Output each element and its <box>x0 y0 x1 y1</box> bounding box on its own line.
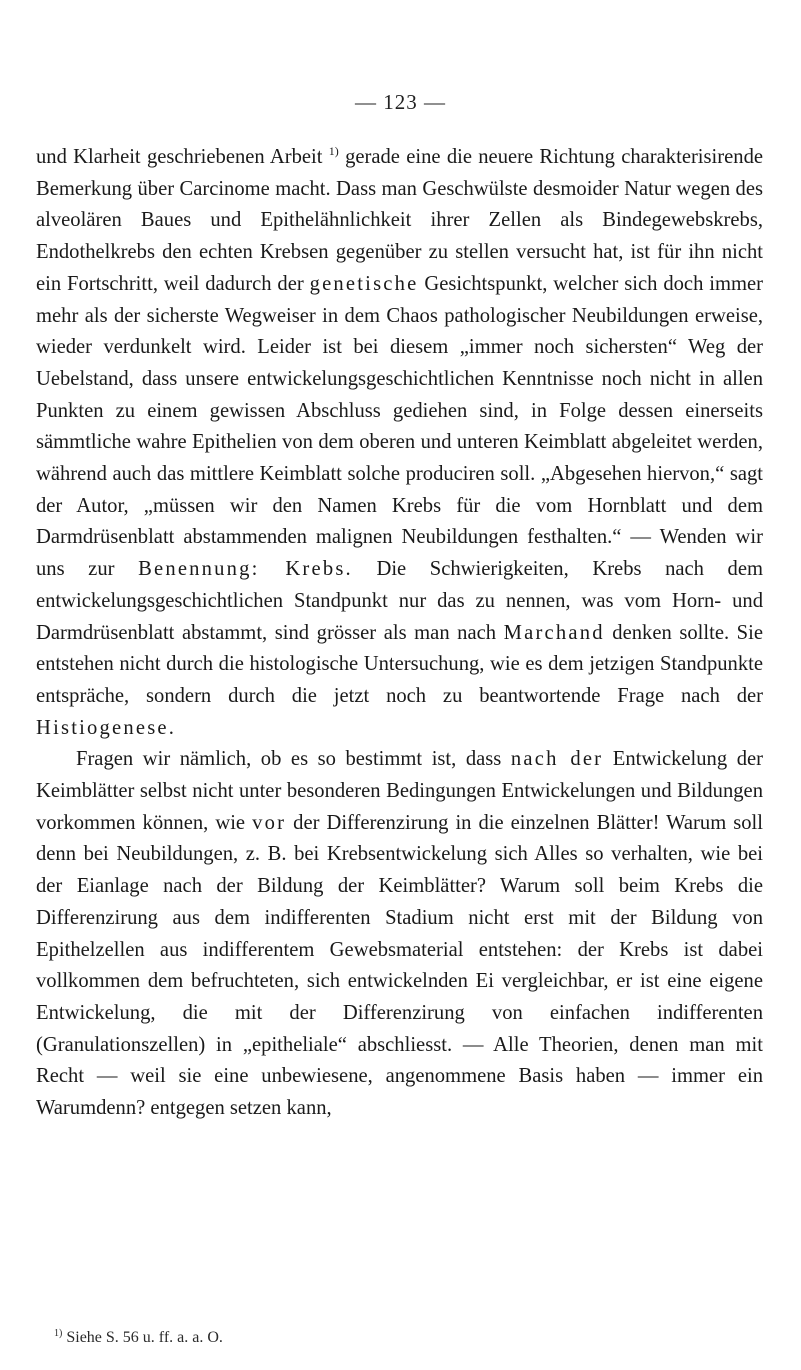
spaced-emphasis: nach der <box>510 748 604 771</box>
footnote <box>54 1329 223 1347</box>
text-run: der Differenzirung in die einzelnen Blätter! Warum soll denn bei Neubildungen, z. B. bei Krebsentwickelung sich Alles so verhalten, wie bei der Eianlage nach der Bildung der Keimblätter? Warum soll beim Krebs die Differenzirung aus dem indifferenten Stadium nicht erst mit der Bildung von Epithelzellen aus indifferentem Gewebsmaterial entstehen: der Krebs ist dabei vollkommen dem befruchteten, sich entwickelnden Ei vergleichbar, er ist eine eigene Entwickelung, die mit der Differenzirung von einfachen indifferenten (Granulationszellen) in „epitheliale“ abschliesst. — Alle Theorien, denen man mit Recht — weil sie eine unbewiesene, angenommene Basis haben — immer ein Warumdenn? entgegen setzen kann, <box>36 811 763 1120</box>
text-run: Gesichtspunkt, welcher sich doch immer mehr als der sicherste Wegweiser in dem Chaos pathologischer Neubildungen erweise, wieder verdunkelt wird. Leider ist bei diesem „immer noch sichersten“ Weg der Uebelstand, dass unsere entwickelungsgeschichtlichen Kenntnisse noch nicht in allen Punkten zu einem gewissen Abschluss gediehen sind, in Folge dessen einerseits sämmtliche wahre Epithelien von dem oberen und unteren Keimblatt abgeleitet werden, während auch das mittlere Keimblatt solche produciren soll. „Abgesehen hiervon,“ sagt der Autor, „müssen wir den Namen Krebs für die vom Hornblatt und dem Darmdrüsenblatt abstammenden malignen Neubildungen festhalten.“ — Wenden wir uns zur <box>36 272 763 581</box>
footnote-mark: 1) <box>54 1328 63 1339</box>
text-run: Entwickelung der Keimblätter selbst nicht unter besonderen Bedingungen Entwickelungen und Bildungen vorkommen können, wie <box>36 748 763 834</box>
paragraph <box>36 142 763 744</box>
spaced-emphasis: genetische <box>309 272 419 295</box>
footnote-reference: 1) <box>328 144 339 158</box>
spaced-emphasis: Histiogenese. <box>36 716 177 739</box>
text-run: Die Schwierigkeiten, Krebs nach dem entwickelungsgeschichtlichen Standpunkt nur das zu nennen, was vom Horn- und Darmdrüsenblatt abstammt, sind grösser als man nach <box>36 558 763 644</box>
spaced-emphasis: Benennung: Krebs. <box>138 558 353 581</box>
paragraph <box>36 744 763 1124</box>
spaced-emphasis: Marchand <box>503 621 605 644</box>
text-run: denken sollte. Sie entstehen nicht durch die histologische Untersuchung, wie es dem jetzigen Standpunkte entspräche, sondern durch die jetzt noch zu beantwortende Frage nach der <box>36 621 763 707</box>
footnote-text: Siehe S. 56 u. ff. a. a. O. <box>62 1329 223 1346</box>
spaced-emphasis: vor <box>252 811 287 834</box>
text-run: Fragen wir nämlich, ob es so bestimmt ist, dass <box>76 748 511 771</box>
text-run: gerade eine die neuere Richtung charakterisirende Bemerkung über Carcinome macht. Dass man Geschwülste desmoider Natur wegen des alveolären Baues und Epithelähnlichkeit ihrer Zellen als Bindegewebskrebs, Endothelkrebs den echten Krebsen gegenüber zu stellen versucht hat, ist für ihn nicht ein Fortschritt, weil dadurch der <box>36 146 764 295</box>
body-text <box>36 142 763 1125</box>
text-run: und Klarheit geschriebenen Arbeit <box>36 146 329 168</box>
page-number: — 123 — <box>355 90 446 114</box>
